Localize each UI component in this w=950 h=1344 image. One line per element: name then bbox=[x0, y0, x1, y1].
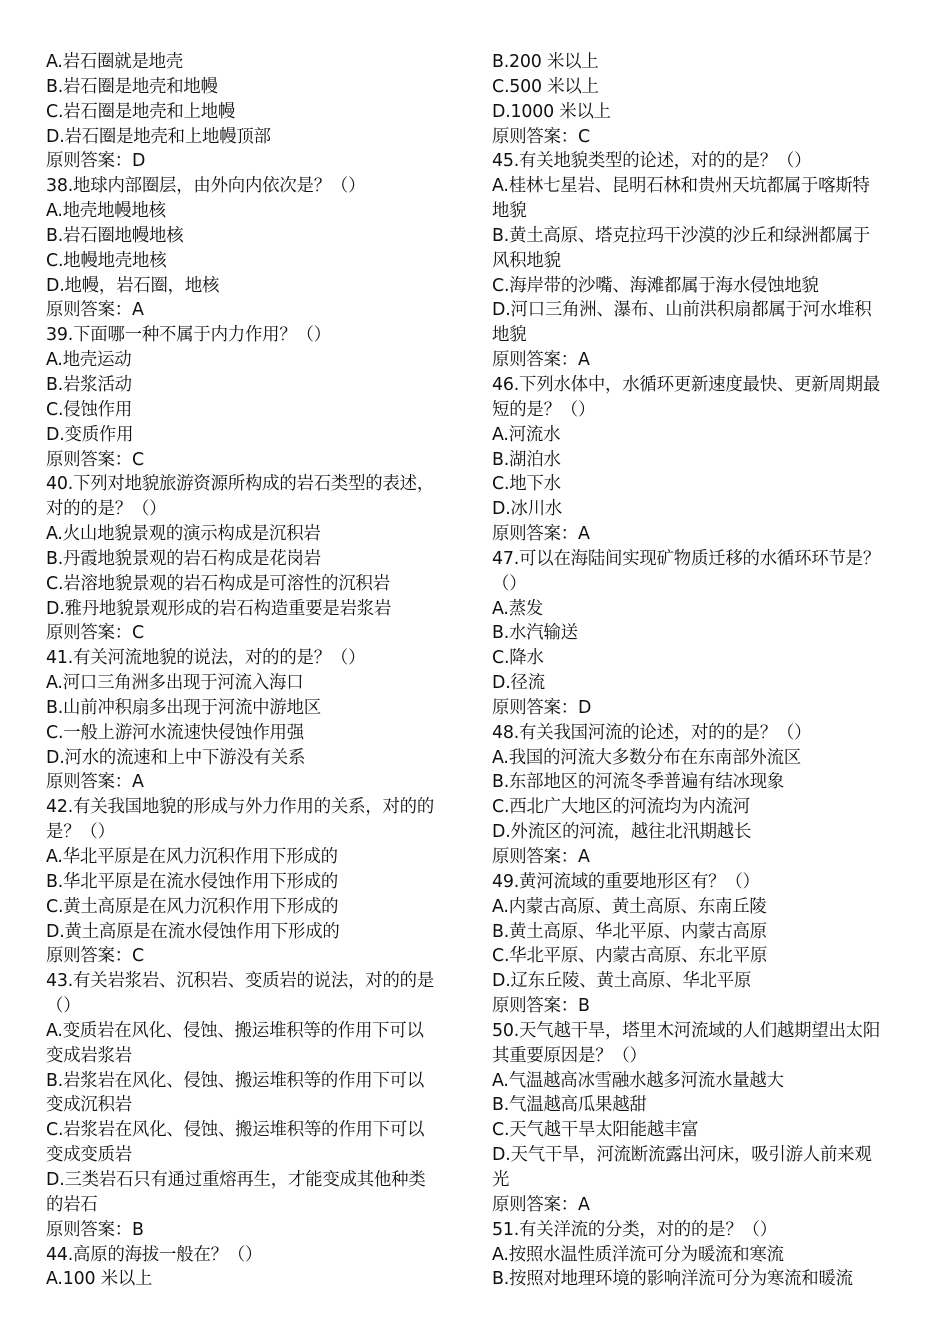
text-line: D.黄土高原是在流水侵蚀作用下形成的 bbox=[46, 921, 340, 942]
text-line: B.黄土高原、塔克拉玛干沙漠的沙丘和绿洲都属于 bbox=[492, 225, 871, 246]
text-line: 风积地貌 bbox=[492, 250, 561, 271]
text-line: 原则答案：D bbox=[492, 697, 592, 718]
text-line: 46.下列水体中，水循环更新速度最快、更新周期最 bbox=[492, 374, 881, 395]
text-line: A.河流水 bbox=[492, 424, 561, 445]
text-line: C.500 米以上 bbox=[492, 76, 599, 97]
text-line: 原则答案：B bbox=[492, 996, 590, 1017]
text-line: A.变质岩在风化、侵蚀、搬运堆积等的作用下可以 bbox=[46, 1020, 424, 1041]
text-line: 短的是？（） bbox=[492, 399, 596, 420]
text-line: 51.有关洋流的分类，对的的是？（） bbox=[492, 1219, 777, 1240]
text-line: 光 bbox=[492, 1169, 510, 1190]
text-line: 对的的是？（） bbox=[46, 499, 167, 520]
text-line: C.岩溶地貌景观的岩石构成是可溶性的沉积岩 bbox=[46, 573, 390, 594]
text-line: A.桂林七星岩、昆明石林和贵州天坑都属于喀斯特 bbox=[492, 176, 870, 197]
text-line: A.河口三角洲多出现于河流入海口 bbox=[46, 673, 304, 694]
text-line: （） bbox=[492, 573, 527, 594]
text-line: C.侵蚀作用 bbox=[46, 399, 133, 420]
text-line: 原则答案：C bbox=[492, 126, 590, 147]
text-line: B.按照对地理环境的影响洋流可分为寒流和暖流 bbox=[492, 1269, 853, 1290]
text-line: C.地下水 bbox=[492, 474, 561, 495]
text-line: D.径流 bbox=[492, 673, 545, 694]
text-line: 41.有关河流地貌的说法，对的的是？（） bbox=[46, 648, 366, 669]
text-line: A.按照水温性质洋流可分为暖流和寒流 bbox=[492, 1244, 784, 1265]
text-line: A.我国的河流大多数分布在东南部外流区 bbox=[492, 747, 801, 768]
text-line: C.降水 bbox=[492, 648, 544, 669]
text-line: 原则答案：A bbox=[46, 300, 144, 321]
text-line: 原则答案：D bbox=[46, 151, 146, 172]
text-line: B.黄土高原、华北平原、内蒙古高原 bbox=[492, 921, 767, 942]
text-line: D.辽东丘陵、黄土高原、华北平原 bbox=[492, 971, 752, 992]
text-line: B.山前冲积扇多出现于河流中游地区 bbox=[46, 697, 321, 718]
text-line: 49.黄河流域的重要地形区有？（） bbox=[492, 871, 760, 892]
text-line: A.100 米以上 bbox=[46, 1269, 153, 1290]
text-line: A.蒸发 bbox=[492, 598, 544, 619]
text-line: 原则答案：C bbox=[46, 449, 144, 470]
text-line: A.华北平原是在风力沉积作用下形成的 bbox=[46, 847, 338, 867]
text-line: C.岩浆岩在风化、侵蚀、搬运堆积等的作用下可以 bbox=[46, 1120, 425, 1141]
text-line: C.华北平原、内蒙古高原、东北平原 bbox=[492, 946, 768, 967]
left-column bbox=[46, 50, 464, 1292]
text-line: 其重要原因是？（） bbox=[492, 1045, 647, 1066]
text-line: D.地幔，岩石圈，地核 bbox=[46, 275, 220, 296]
text-line: D.河口三角洲、瀑布、山前洪积扇都属于河水堆积 bbox=[492, 300, 872, 321]
text-line: 是？（） bbox=[46, 822, 115, 843]
text-line: A.地壳地幔地核 bbox=[46, 201, 166, 222]
text-line: 原则答案：A bbox=[492, 524, 590, 545]
text-line: C.一般上游河水流速快侵蚀作用强 bbox=[46, 722, 304, 743]
text-line: 原则答案：B bbox=[46, 1219, 144, 1240]
text-line: 地貌 bbox=[492, 201, 527, 222]
text-line: 45.有关地貌类型的论述，对的的是？（） bbox=[492, 151, 812, 172]
text-line: C.海岸带的沙嘴、海滩都属于海水侵蚀地貌 bbox=[492, 275, 819, 296]
text-line: A.火山地貌景观的演示构成是沉积岩 bbox=[46, 524, 321, 545]
text-line: 39.下面哪一种不属于内力作用？（） bbox=[46, 325, 331, 346]
text-line: 43.有关岩浆岩、沉积岩、变质岩的说法，对的的是 bbox=[46, 971, 435, 992]
text-line: B.岩浆岩在风化、侵蚀、搬运堆积等的作用下可以 bbox=[46, 1070, 425, 1091]
text-line: B.东部地区的河流冬季普遍有结冰现象 bbox=[492, 772, 785, 793]
text-line: 原则答案：A bbox=[492, 847, 590, 867]
text-line: 48.有关我国河流的论述，对的的是？（） bbox=[492, 722, 812, 743]
text-line: 原则答案：A bbox=[46, 772, 144, 793]
text-line: A.地壳运动 bbox=[46, 350, 132, 371]
text-line: B.200 米以上 bbox=[492, 52, 599, 72]
text-line: 原则答案：C bbox=[46, 623, 144, 644]
text-line: B.岩石圈是地壳和地幔 bbox=[46, 76, 218, 97]
text-line: D.冰川水 bbox=[492, 499, 563, 520]
text-line: B.气温越高瓜果越甜 bbox=[492, 1095, 647, 1116]
text-line: D.河水的流速和上中下游没有关系 bbox=[46, 747, 306, 768]
text-line: 38.地球内部圈层，由外向内依次是？（） bbox=[46, 176, 366, 197]
text-line: 原则答案：A bbox=[492, 350, 590, 371]
text-line: C.西北广大地区的河流均为内流河 bbox=[492, 797, 750, 818]
text-line: 42.有关我国地貌的形成与外力作用的关系，对的的 bbox=[46, 797, 435, 818]
text-line: D.外流区的河流，越往北汛期越长 bbox=[492, 822, 752, 843]
text-line: 的岩石 bbox=[46, 1194, 98, 1215]
text-line: 原则答案：A bbox=[492, 1194, 590, 1215]
text-line: 40.下列对地貌旅游资源所构成的岩石类型的表述， bbox=[46, 474, 435, 495]
text-line: D.雅丹地貌景观形成的岩石构造重要是岩浆岩 bbox=[46, 598, 392, 619]
text-line: B.水汽输送 bbox=[492, 623, 578, 644]
text-line: B.丹霞地貌景观的岩石构成是花岗岩 bbox=[46, 548, 321, 569]
text-line: 变成沉积岩 bbox=[46, 1095, 132, 1116]
text-line: 变成变质岩 bbox=[46, 1145, 132, 1166]
right-column bbox=[492, 50, 912, 1292]
text-line: C.黄土高原是在风力沉积作用下形成的 bbox=[46, 896, 339, 917]
text-line: A.岩石圈就是地壳 bbox=[46, 52, 184, 72]
text-line: 47.可以在海陆间实现矿物质迁移的水循环环节是？ bbox=[492, 548, 881, 569]
text-line: 50.天气越干旱，塔里木河流域的人们越期望出太阳 bbox=[492, 1020, 881, 1041]
text-line: A.气温越高冰雪融水越多河流水量越大 bbox=[492, 1070, 784, 1091]
text-line: D.三类岩石只有通过重熔再生，才能变成其他种类 bbox=[46, 1169, 426, 1190]
text-line: C.岩石圈是地壳和上地幔 bbox=[46, 101, 236, 122]
text-line: 44.高原的海拔一般在？（） bbox=[46, 1244, 263, 1265]
text-line: D.1000 米以上 bbox=[492, 101, 611, 122]
text-line: 地貌 bbox=[492, 325, 527, 346]
text-line: C.天气越干旱太阳能越丰富 bbox=[492, 1120, 699, 1141]
text-line: D.岩石圈是地壳和上地幔顶部 bbox=[46, 126, 271, 147]
text-line: 原则答案：C bbox=[46, 946, 144, 967]
text-line: B.湖泊水 bbox=[492, 449, 561, 470]
text-line: B.岩石圈地幔地核 bbox=[46, 225, 184, 246]
text-line: A.内蒙古高原、黄土高原、东南丘陵 bbox=[492, 896, 767, 917]
text-line: D.变质作用 bbox=[46, 424, 134, 445]
text-line: D.天气干旱，河流断流露出河床，吸引游人前来观 bbox=[492, 1145, 872, 1166]
text-line: B.岩浆活动 bbox=[46, 374, 132, 395]
text-line: 变成岩浆岩 bbox=[46, 1045, 132, 1066]
text-line: B.华北平原是在流水侵蚀作用下形成的 bbox=[46, 871, 339, 892]
text-line: C.地幔地壳地核 bbox=[46, 250, 167, 271]
text-line: （） bbox=[46, 996, 81, 1017]
